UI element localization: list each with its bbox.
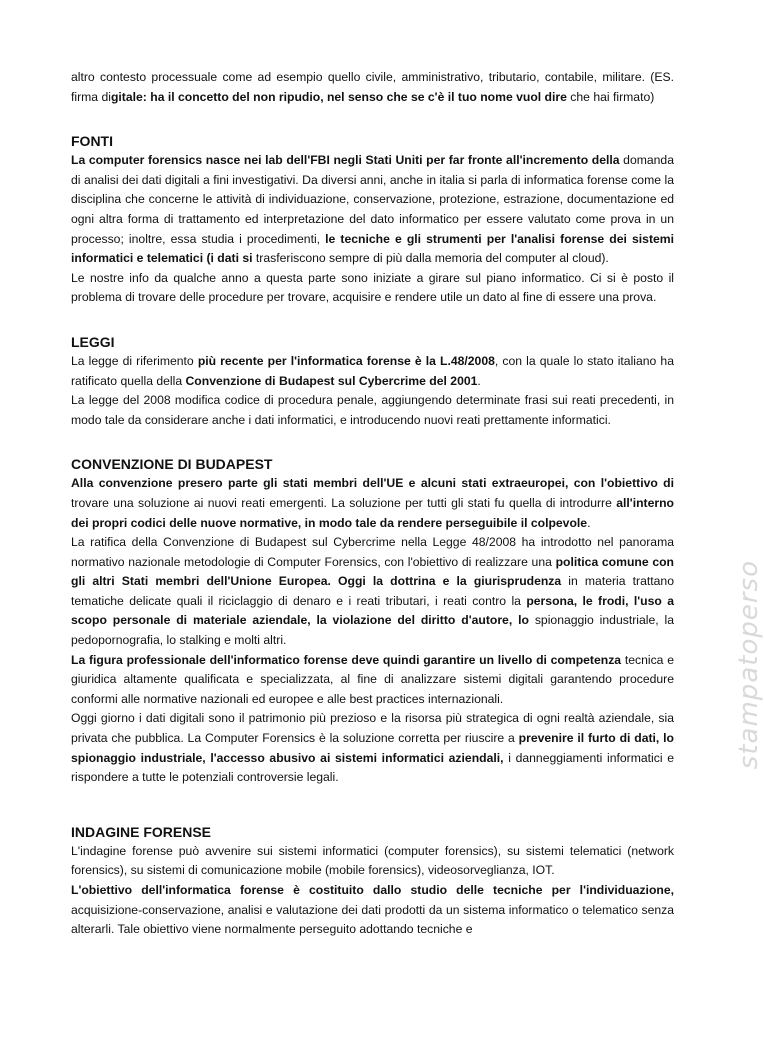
fonti-paragraph-1 bbox=[71, 151, 674, 269]
intro-bold: gitale: ha il concetto del non ripudio, nel senso che se c'è il tuo nome vuol dire bbox=[110, 89, 567, 104]
budapest-paragraph-1 bbox=[71, 474, 674, 533]
intro-text: altro contesto processuale come ad esempio quello civile, amministrativo, tributario, contabile, militare. (ES. firma di bbox=[71, 70, 674, 104]
budapest-bold-5: La figura professionale dell'informatico forense deve quindi garantire un livello di competenza bbox=[71, 652, 622, 667]
intro-paragraph bbox=[71, 68, 674, 107]
leggi-text-3: . bbox=[477, 373, 481, 388]
budapest-text-5: spionaggio industriale, la pedopornografia, lo stalking e molti altri. bbox=[71, 613, 674, 648]
budapest-text-2: . bbox=[587, 515, 591, 530]
budapest-text-8: i danneggiamenti informatici e rispondere a tutte le potenziali controversie legali. bbox=[71, 750, 674, 785]
document-page bbox=[71, 68, 674, 940]
leggi-bold-1: più recente per l'informatica forense è la L.48/2008 bbox=[197, 353, 495, 368]
budapest-bold-1: Alla convenzione presero parte gli stati membri dell'UE e alcuni stati extraeuropei, con l'obiettivo di bbox=[71, 476, 674, 491]
fonti-text-1: domanda di analisi dei dati digitali a fini investigativi. Da diversi anni, anche in italia si parla di informatica forense come la disciplina che concerne le attività di individuazione, conservazione, protezione, estrazione, documentazione ed ogni altra forma di trattamento ed interpretazione del dato informatico per essere valutato come prova in un processo; inoltre, essa studia i procedimenti, bbox=[71, 153, 674, 246]
section-title-indagine: INDAGINE FORENSE bbox=[71, 823, 212, 840]
budapest-bold-3: politica comune con gli altri Stati membri dell'Unione Europea. Oggi la dottrina e la giurisprudenza bbox=[71, 554, 674, 589]
leggi-paragraph-2: La legge del 2008 modifica codice di procedura penale, aggiungendo determinate frasi sui reati precedenti, in modo tale da considerare anche i dati informatici, e introducendo nuovi reati prettamente informatici. bbox=[71, 393, 674, 427]
leggi-paragraph-1 bbox=[71, 352, 674, 391]
budapest-bold-2: all'interno dei propri codici delle nuove normative, in modo tale da rendere perseguibile il colpevole bbox=[71, 495, 674, 530]
fonti-bold-2: le tecniche e gli strumenti per l'analisi forense dei sistemi informatici e telematici (i dati si bbox=[71, 231, 674, 266]
budapest-text-1: trovare una soluzione ai nuovi reati emergenti. La soluzione per tutti gli stati fu quella di introdurre bbox=[71, 495, 617, 510]
fonti-text-2: trasferiscono sempre di più dalla memoria del computer al cloud). bbox=[252, 251, 609, 266]
leggi-bold-2: Convenzione di Budapest sul Cybercrime del 2001 bbox=[185, 373, 478, 388]
watermark-text: stampatoperso bbox=[734, 560, 764, 770]
leggi-text-1: La legge di riferimento bbox=[71, 353, 198, 368]
section-title-budapest: CONVENZIONE DI BUDAPEST bbox=[71, 456, 273, 473]
budapest-text-3: La ratifica della Convenzione di Budapest sul Cybercrime nella Legge 48/2008 ha introdotto nel panorama normativo nazionale metodologie di Computer Forensics, con l'obiettivo di realizzare una bbox=[71, 535, 674, 569]
budapest-text-7: Oggi giorno i dati digitali sono il patrimonio più prezioso e la risorsa più strategica di ogni realtà aziendale, sia privata che pubblica. La Computer Forensics è la soluzione corretta per riuscire a bbox=[71, 711, 674, 746]
fonti-paragraph-2: Le nostre info da qualche anno a questa parte sono iniziate a girare sul piano informatico. Ci si è posto il problema di trovare delle procedure per trovare, acquisire e rendere utile un dato al fine di essere una prova. bbox=[71, 270, 674, 305]
budapest-paragraph-2 bbox=[71, 533, 674, 651]
budapest-text-4: in materia trattano tematiche delicate quali il riciclaggio di denaro e i reati tributari, i reati contro la bbox=[71, 574, 674, 608]
section-title-fonti: FONTI bbox=[71, 133, 113, 150]
budapest-text-6: tecnica e giuridica altamente qualificata e specializzata, al fine di analizzare sistemi digitali garantendo procedure conformi alle normative nazionali ed europee e alle best practices internazionali. bbox=[71, 652, 674, 706]
indagine-paragraph-1: L'indagine forense può avvenire sui sistemi informatici (computer forensics), su sistemi telematici (network forensics), su sistemi di comunicazione mobile (mobile forensics), videosorveglianza, IOT. bbox=[71, 843, 674, 878]
leggi-text-2: , con la quale lo stato italiano ha ratificato quella della bbox=[71, 353, 674, 388]
section-title-leggi: LEGGI bbox=[71, 333, 115, 350]
budapest-paragraph-4 bbox=[71, 709, 674, 787]
indagine-text-1: acquisizione-conservazione, analisi e valutazione dei dati prodotti da un sistema informatico o telematico senza alterarli. Tale obiettivo viene normalmente perseguito adottando tecniche e bbox=[71, 902, 674, 937]
indagine-bold-1: L'obiettivo dell'informatica forense è costituito dallo studio delle tecniche per l'individuazione, bbox=[71, 883, 674, 897]
fonti-bold-1: La computer forensics nasce nei lab dell'FBI negli Stati Uniti per far fronte all'incremento della bbox=[71, 153, 620, 168]
budapest-bold-4: persona, le frodi, l'uso a scopo personale di materiale aziendale, la violazione del diritto d'autore, lo bbox=[71, 593, 675, 628]
budapest-paragraph-3 bbox=[71, 651, 674, 710]
indagine-paragraph-2 bbox=[71, 881, 674, 940]
budapest-bold-6: prevenire il furto di dati, lo spionaggio industriale, l'accesso abusivo ai sistemi informatici aziendali, bbox=[71, 731, 674, 765]
intro-text-end: che hai firmato) bbox=[566, 89, 655, 104]
